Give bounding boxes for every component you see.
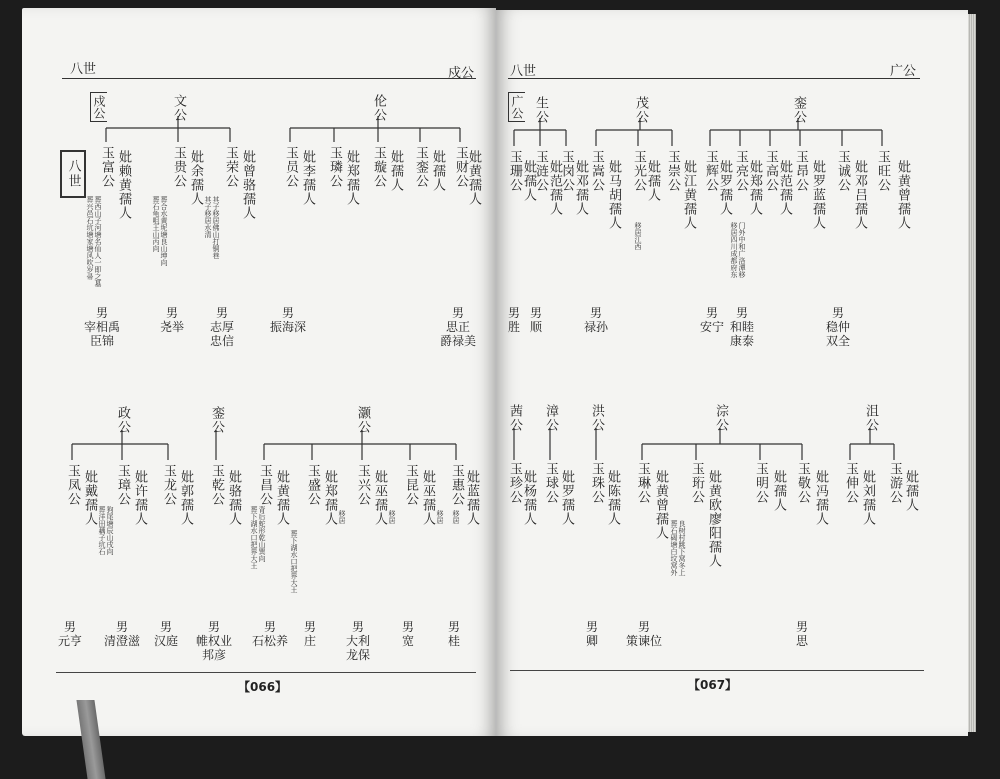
right-header-generation: 八世 bbox=[510, 64, 537, 79]
burial-note: 移居 bbox=[388, 510, 396, 524]
sons-list: 男 安宁 bbox=[700, 306, 725, 334]
sons-list: 男 思正 爵禄美 bbox=[440, 306, 477, 348]
sons-list: 男 汉庭 bbox=[154, 620, 179, 648]
sons-list: 男 顺 bbox=[530, 306, 543, 334]
right-branch-label: 广公 bbox=[508, 92, 525, 122]
burial-note: 其子移居佛山打铜巷 其子移居水清 bbox=[204, 196, 220, 259]
spouse-name: 妣范孺人 bbox=[547, 160, 562, 216]
spouse-name: 妣范孺人 bbox=[777, 160, 792, 216]
sons-list: 男 禄孙 bbox=[584, 306, 609, 334]
person-name: 玉兴公 bbox=[355, 464, 370, 506]
parent-label: 文公 bbox=[171, 94, 186, 122]
spouse-name: 妣江黄孺人 bbox=[681, 160, 696, 230]
spouse-name: 妣邓吕孺人 bbox=[852, 160, 867, 230]
burial-note: 移居江西 bbox=[634, 222, 642, 250]
spouse-name: 妣孺人 bbox=[388, 150, 403, 192]
parent-label: 沮公 bbox=[863, 404, 878, 432]
person-name: 玉诚公 bbox=[835, 150, 850, 192]
person-name: 玉珠公 bbox=[589, 462, 604, 504]
spouse-name: 妣巫孺人 bbox=[420, 470, 435, 526]
parent-label: 茂公 bbox=[633, 96, 648, 124]
person-name: 玉崇公 bbox=[665, 150, 680, 192]
burial-note: 背后蛇形乾山巽向 葬下湖水口把界大王 bbox=[250, 506, 266, 569]
sons-list: 男 志厚 忠信 bbox=[210, 306, 235, 348]
spouse-name: 妣郑孺人 bbox=[322, 470, 337, 526]
person-name: 玉球公 bbox=[543, 462, 558, 504]
sons-list: 男 宽 bbox=[402, 620, 415, 648]
spouse-name: 妣孺人 bbox=[645, 160, 660, 202]
spouse-name: 妣余孺人 bbox=[188, 150, 203, 206]
person-name: 玉琳公 bbox=[635, 462, 650, 504]
spouse-name: 妣蓝孺人 bbox=[464, 470, 479, 526]
person-name: 玉銮公 bbox=[413, 146, 428, 188]
spouse-name: 妣许孺人 bbox=[132, 470, 147, 526]
spouse-name: 妣罗蓝孺人 bbox=[810, 160, 825, 230]
person-name: 玉游公 bbox=[887, 462, 902, 504]
spouse-name: 妣陈孺人 bbox=[605, 470, 620, 526]
person-name: 玉光公 bbox=[631, 150, 646, 192]
sons-list: 男 策谏位 bbox=[626, 620, 663, 648]
person-name: 玉璋公 bbox=[115, 464, 130, 506]
burial-note: 良树村跳下窝冬上 葬石碣塘白坟窝外 bbox=[670, 520, 686, 576]
spouse-name: 妣郑孺人 bbox=[344, 150, 359, 206]
sons-list: 男 卿 bbox=[586, 620, 599, 648]
person-name: 玉财公 bbox=[453, 146, 468, 188]
spouse-name: 妣戴孺人 bbox=[82, 470, 97, 526]
spouse-name: 妣孺人 bbox=[521, 160, 536, 202]
person-name: 玉乾公 bbox=[209, 464, 224, 506]
burial-note: 狗尾塘辰山戌向 葬洋田藕子坑石 bbox=[98, 506, 114, 555]
person-name: 玉龙公 bbox=[161, 464, 176, 506]
spouse-name: 妣冯孺人 bbox=[813, 470, 828, 526]
spouse-name: 妣罗孺人 bbox=[717, 160, 732, 216]
spouse-name: 妣黄曾孺人 bbox=[653, 470, 668, 540]
spouse-name: 妣孺人 bbox=[771, 470, 786, 512]
spouse-name: 妣邓孺人 bbox=[573, 160, 588, 216]
person-name: 玉敬公 bbox=[795, 462, 810, 504]
sons-list: 男 胜 bbox=[508, 306, 521, 334]
spouse-name: 妣黄孺人 bbox=[274, 470, 289, 526]
spouse-name: 妣黄欧廖阳孺人 bbox=[706, 470, 721, 568]
parent-label: 生公 bbox=[533, 96, 548, 124]
person-name: 玉明公 bbox=[753, 462, 768, 504]
person-name: 玉珊公 bbox=[507, 150, 522, 192]
left-header-generation: 八世 bbox=[70, 62, 97, 77]
sons-list: 男 和睦 康泰 bbox=[730, 306, 755, 348]
spouse-name: 妣孺人 bbox=[430, 150, 445, 192]
left-branch-label: 戍公 bbox=[90, 92, 107, 122]
parent-label: 銮公 bbox=[791, 96, 806, 124]
parent-label: 淙公 bbox=[713, 404, 728, 432]
burial-note-extra: 葬下湖水口把界大王 bbox=[290, 530, 298, 593]
spouse-name: 妣刘孺人 bbox=[860, 470, 875, 526]
sons-list: 男 帷权业 邦彦 bbox=[196, 620, 233, 662]
parent-label: 伦公 bbox=[371, 94, 386, 122]
spouse-name: 妣黄曾孺人 bbox=[895, 160, 910, 230]
person-name: 玉员公 bbox=[283, 146, 298, 188]
spouse-name: 妣曾骆孺人 bbox=[240, 150, 255, 220]
sons-list: 男 尧举 bbox=[160, 306, 185, 334]
person-name: 玉富公 bbox=[99, 146, 114, 188]
burial-note: 移居 bbox=[452, 510, 460, 524]
person-name: 玉昆公 bbox=[403, 464, 418, 506]
spouse-name: 妣李孺人 bbox=[300, 150, 315, 206]
person-name: 玉辉公 bbox=[703, 150, 718, 192]
sons-list: 男 庄 bbox=[304, 620, 317, 648]
sons-list: 男 大利 龙保 bbox=[346, 620, 371, 662]
person-name: 玉贵公 bbox=[171, 146, 186, 188]
person-name: 玉伸公 bbox=[843, 462, 858, 504]
person-name: 玉盛公 bbox=[305, 464, 320, 506]
generation-box: 八世 bbox=[60, 150, 86, 198]
spouse-name: 妣罗孺人 bbox=[559, 470, 574, 526]
spouse-name: 妣郭孺人 bbox=[178, 470, 193, 526]
spouse-name: 妣郑孺人 bbox=[747, 160, 762, 216]
person-name: 玉惠公 bbox=[449, 464, 464, 506]
person-name: 玉昌公 bbox=[257, 464, 272, 506]
sons-list: 男 宰相禹 臣锦 bbox=[84, 306, 121, 348]
parent-label: 銮公 bbox=[209, 406, 224, 434]
right-header-branch: 广公 bbox=[890, 64, 917, 79]
parent-label: 灏公 bbox=[355, 406, 370, 434]
spouse-name: 妣孺人 bbox=[903, 470, 918, 512]
spouse-name: 妣黄孺人 bbox=[466, 150, 481, 206]
burial-note: 门外中和广洛潭移 移居四川成都府东 bbox=[730, 222, 746, 278]
parent-label: 漳公 bbox=[543, 404, 558, 432]
sons-list: 男 石松养 bbox=[252, 620, 289, 648]
person-name: 玉涟公 bbox=[533, 150, 548, 192]
person-name: 玉岗公 bbox=[559, 150, 574, 192]
person-name: 玉璘公 bbox=[327, 146, 342, 188]
sons-list: 男 思 bbox=[796, 620, 809, 648]
sons-list: 男 元亨 bbox=[58, 620, 83, 648]
right-page-number: 【067】 bbox=[688, 678, 738, 692]
spouse-name: 妣马胡孺人 bbox=[606, 160, 621, 230]
spouse-name: 妣杨孺人 bbox=[521, 470, 536, 526]
sons-list: 男 清澄滋 bbox=[104, 620, 141, 648]
spouse-name: 妣巫孺人 bbox=[372, 470, 387, 526]
sons-list: 男 稳仲 双全 bbox=[826, 306, 851, 348]
person-name: 玉璇公 bbox=[371, 146, 386, 188]
burial-note: 移居 bbox=[436, 510, 444, 524]
parent-label: 政公 bbox=[115, 406, 130, 434]
spouse-name: 妣赖黄孺人 bbox=[116, 150, 131, 220]
person-name: 玉昂公 bbox=[793, 150, 808, 192]
person-name: 玉珍公 bbox=[507, 462, 522, 504]
left-header-branch: 戍公 bbox=[448, 66, 475, 81]
burial-note: 葬西山子河塘名仙人一即之墓 葬兴邑石坑塘家塘风吹岁帚 bbox=[86, 196, 102, 287]
left-page-number: 【066】 bbox=[238, 680, 288, 694]
person-name: 玉高公 bbox=[763, 150, 778, 192]
spouse-name: 妣骆孺人 bbox=[226, 470, 241, 526]
parent-label: 茜公 bbox=[507, 404, 522, 432]
sons-list: 男 振海深 bbox=[270, 306, 307, 334]
person-name: 玉珩公 bbox=[689, 462, 704, 504]
burial-note: 葬合水黄坭塘良山坤向 葬石龟咀王山丙向 bbox=[152, 196, 168, 266]
person-name: 玉亮公 bbox=[733, 150, 748, 192]
person-name: 玉荣公 bbox=[223, 146, 238, 188]
burial-note: 移居 bbox=[338, 510, 346, 524]
sons-list: 男 桂 bbox=[448, 620, 461, 648]
person-name: 玉旺公 bbox=[875, 150, 890, 192]
person-name: 玉嵩公 bbox=[589, 150, 604, 192]
parent-label: 洪公 bbox=[589, 404, 604, 432]
person-name: 玉凤公 bbox=[65, 464, 80, 506]
